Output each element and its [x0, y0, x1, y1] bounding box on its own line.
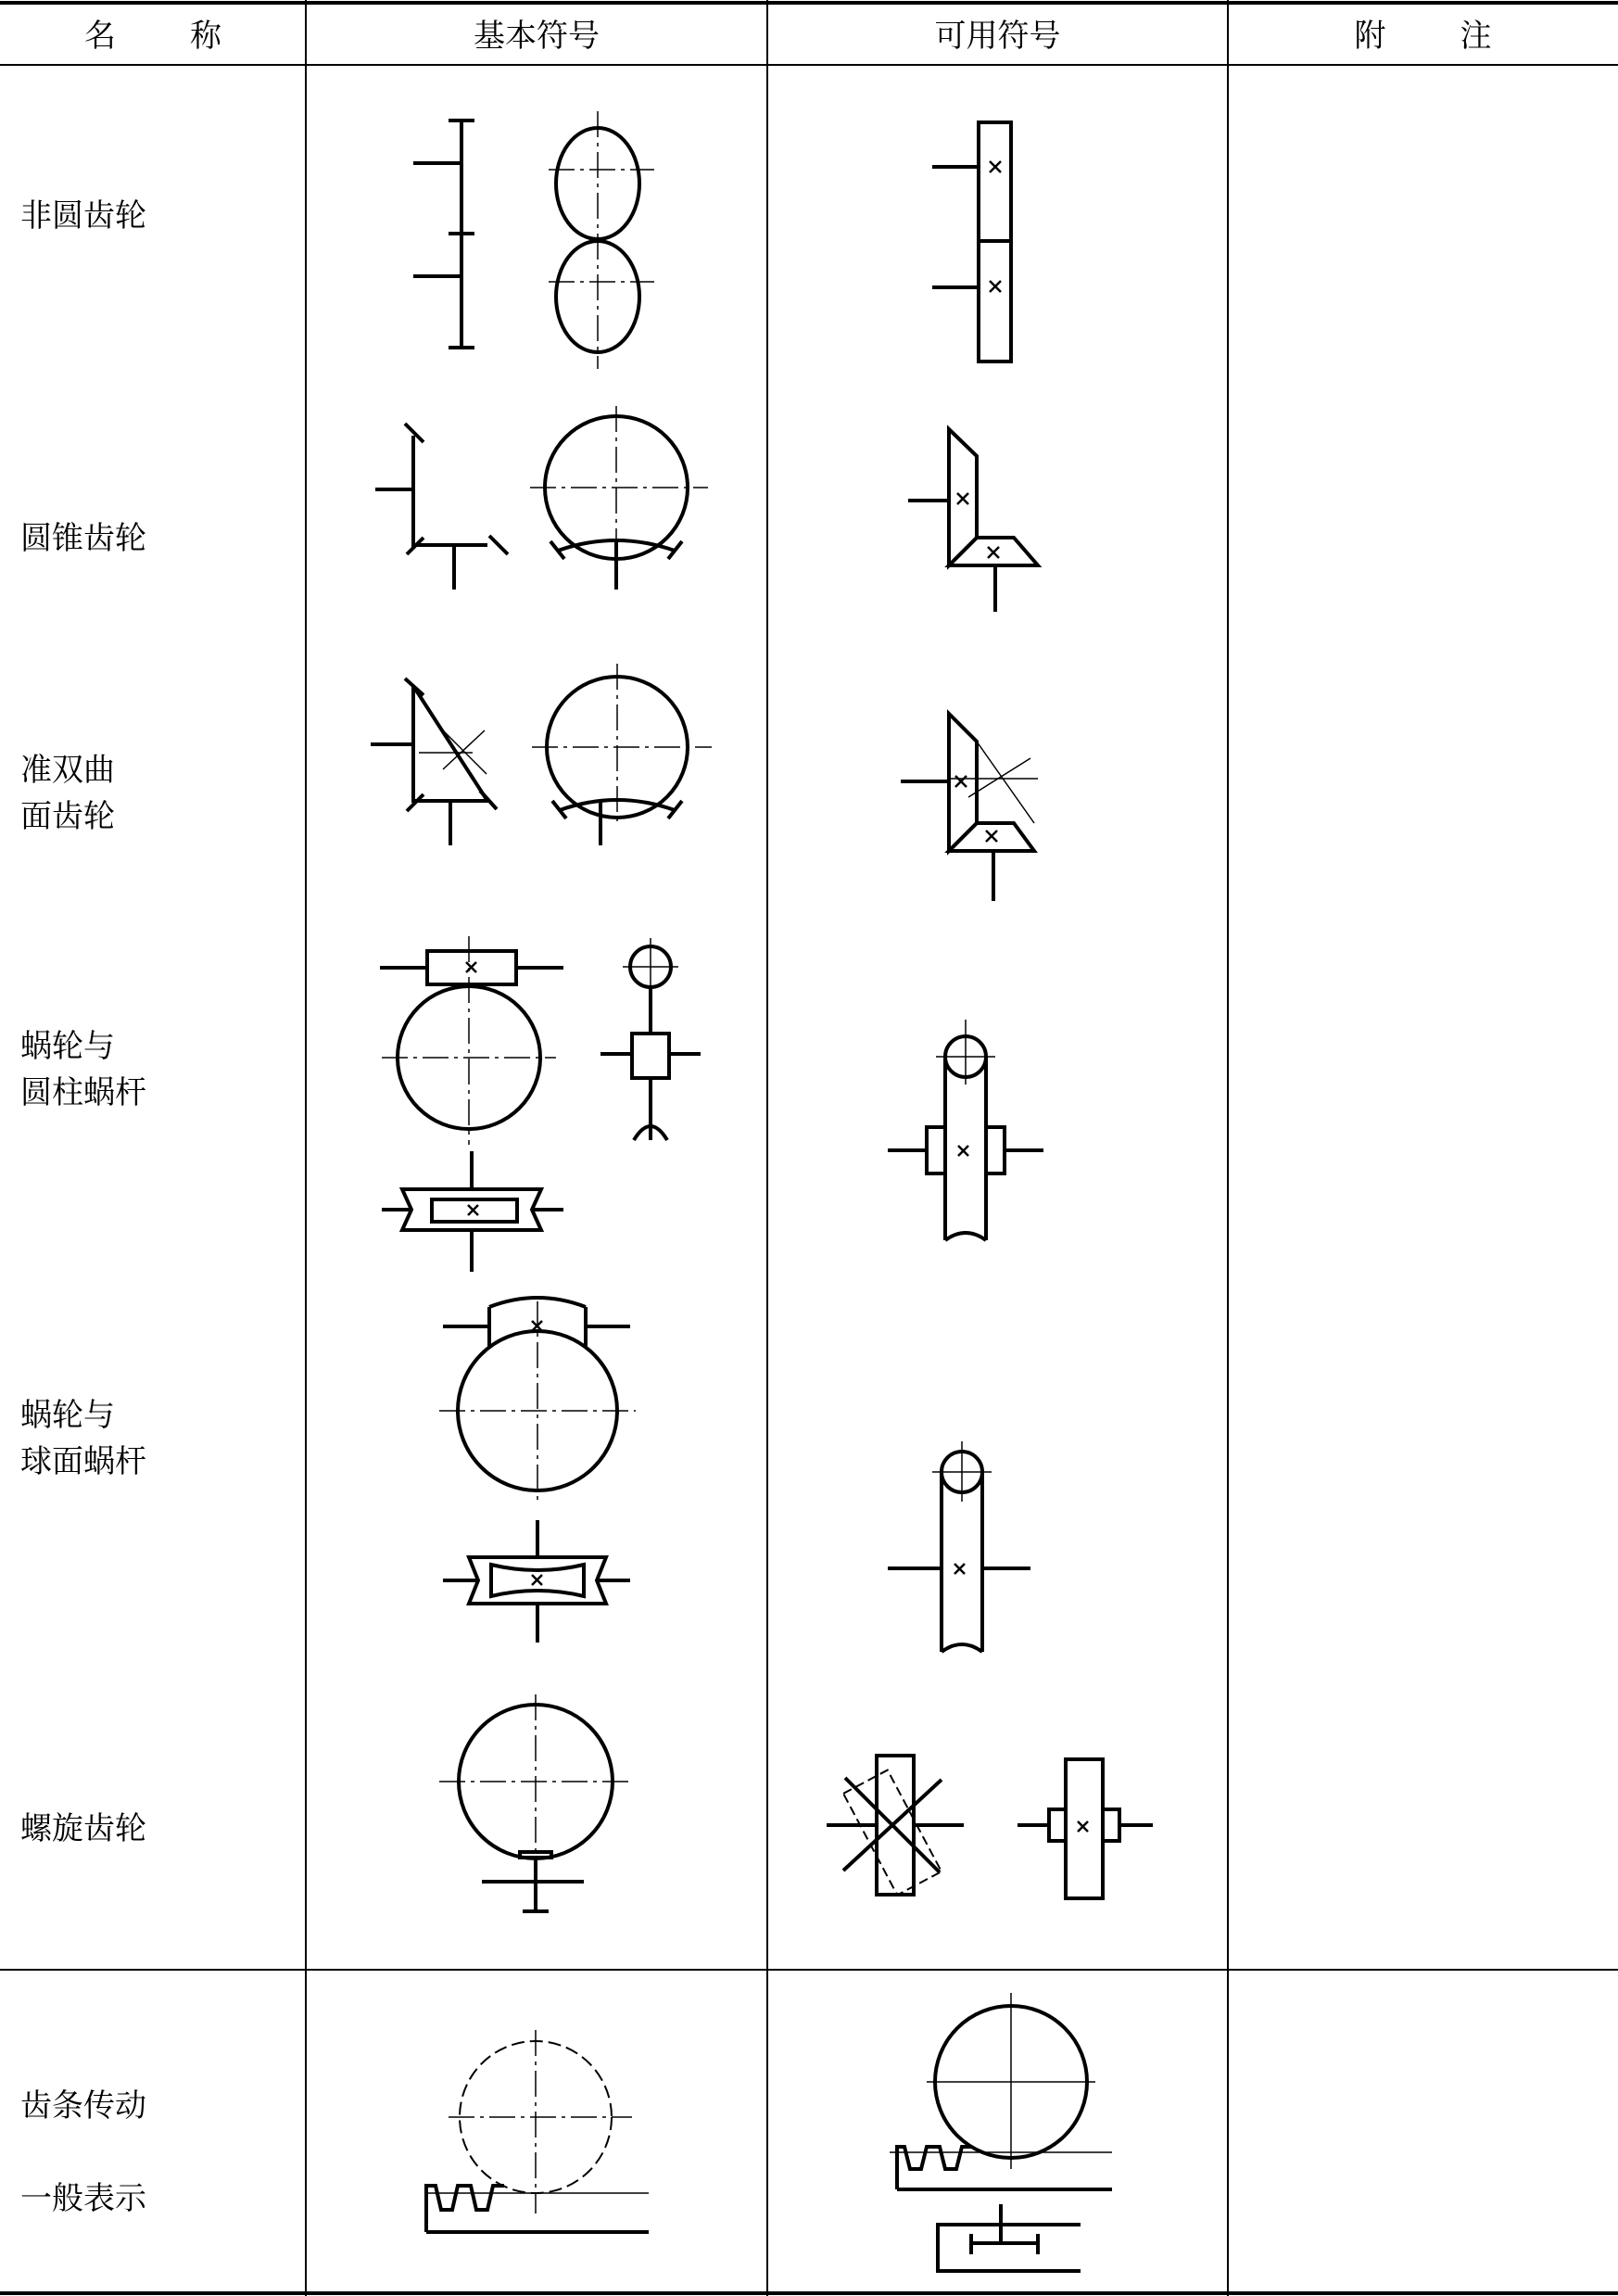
- header-note-char2: 注: [1460, 17, 1492, 55]
- non-circular-gear-optional-symbol: [932, 122, 1011, 362]
- helical-gear-optional-symbol-2: [1018, 1759, 1153, 1898]
- header-name-char1: 名: [84, 17, 116, 55]
- row-label: 球面蜗杆: [20, 1443, 146, 1480]
- header-note-char1: 附: [1354, 17, 1386, 55]
- helical-gear-basic-symbol: [439, 1694, 632, 1911]
- header-name-char2: 称: [190, 17, 221, 55]
- header-optional-symbol: 可用符号: [934, 17, 1061, 55]
- rack-drive-basic-symbol: [426, 2030, 649, 2232]
- header-basic-symbol: 基本符号: [474, 17, 600, 55]
- bevel-gear-basic-symbol: [375, 406, 708, 590]
- row-label: 非圆齿轮: [20, 197, 146, 235]
- row-label: 一般表示: [20, 2180, 146, 2217]
- row-label: 蜗轮与: [20, 1397, 115, 1434]
- worm-cylindrical-basic-symbol: [380, 936, 701, 1272]
- hypoid-gear-optional-symbol: [901, 714, 1038, 901]
- hypoid-gear-basic-symbol: [371, 664, 712, 845]
- worm-globoidal-basic-symbol: [439, 1298, 636, 1643]
- row-label: 螺旋齿轮: [20, 1810, 146, 1847]
- row-label: 蜗轮与: [20, 1028, 115, 1065]
- row-label: 准双曲: [20, 752, 115, 789]
- helical-gear-optional-symbol-1: [827, 1756, 964, 1895]
- worm-globoidal-optional-symbol: [888, 1441, 1030, 1652]
- worm-cylindrical-optional-symbol: [888, 1020, 1043, 1240]
- row-label: 齿条传动: [20, 2087, 146, 2125]
- row-label: 圆柱蜗杆: [20, 1074, 146, 1111]
- rack-drive-optional-symbol: [890, 1993, 1112, 2271]
- non-circular-gear-basic-symbol: [413, 111, 654, 369]
- row-label: 面齿轮: [20, 798, 115, 835]
- row-label: 圆锥齿轮: [20, 520, 146, 557]
- bevel-gear-optional-symbol: [908, 429, 1038, 612]
